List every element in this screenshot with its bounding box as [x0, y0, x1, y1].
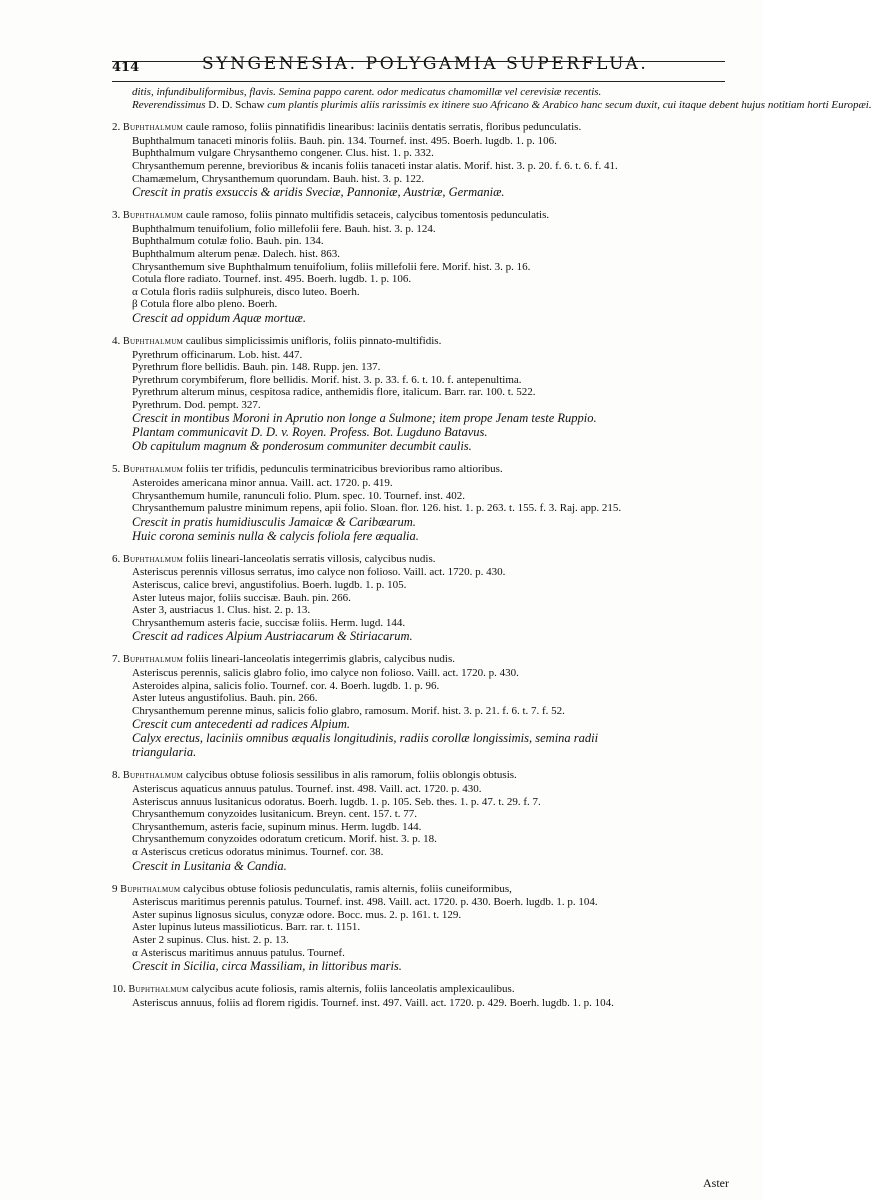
synonym-line: Buphthalmum tenuifolium, folio millefolii fere. Bauh. hist. 3. p. 124.	[132, 222, 436, 235]
header-rule-bottom	[112, 81, 725, 82]
synonym-line: Pyrethrum corymbiferum, flore bellidis. Morif. hist. 3. p. 33. f. 6. t. 10. f. antepenultima.	[132, 373, 522, 386]
species-entry	[112, 335, 724, 454]
entry-number: 9	[112, 882, 121, 895]
synonym-line: Asteroides americana minor annua. Vaill. act. 1720. p. 419.	[132, 477, 393, 490]
entry-number: 7.	[112, 653, 123, 666]
entry-number: 5.	[112, 463, 123, 476]
synonym-line: α Cotula floris radiis sulphureis, disco luteo. Boerh.	[132, 285, 360, 298]
habitat-line: Crescit in pratis humidiusculis Jamaicæ & Caribæarum.	[132, 514, 416, 529]
species-entry	[112, 209, 724, 325]
entry-diagnosis	[112, 653, 724, 667]
synonym-line: Chrysanthemum conyzoides odoratum creticum. Morif. hist. 3. p. 18.	[132, 833, 437, 846]
entry-diagnosis-text: foliis lineari-lanceolatis serratis villosis, calycibus nudis.	[183, 552, 436, 565]
entry-diagnosis-text: foliis lineari-lanceolatis integerrimis glabris, calycibus nudis.	[183, 653, 456, 666]
synonym-line: Chrysanthemum asteris facie, succisæ foliis. Herm. lugd. 144.	[132, 616, 406, 629]
habitat-line: Crescit in montibus Moroni in Aprutio non longe a Sulmone; item prope Jenam teste Ruppio.	[132, 411, 597, 426]
synonym-line: Asteriscus aquaticus annuus patulus. Tournef. inst. 498. Vaill. act. 1720. p. 430.	[132, 782, 482, 795]
synonym-line: Asteriscus perennis, salicis glabro folio, imo calyce non folioso. Vaill. act. 1720. p. 430.	[132, 667, 519, 679]
synonym-line: Pyrethrum flore bellidis. Bauh. pin. 148. Rupp. jen. 137.	[132, 361, 381, 374]
synonym-line: Asteriscus annuus lusitanicus odoratus. Boerh. lugdb. 1. p. 105. Seb. thes. 1. p. 47. t. 29. f. 7.	[132, 795, 541, 808]
entry-genus: Buphthalmum	[123, 654, 184, 666]
entry-genus: Buphthalmum	[123, 464, 184, 476]
synonym-line: Chrysanthemum sive Buphthalmum tenuifolium, foliis millefolii fere. Morif. hist. 3. p. 16.	[132, 260, 531, 273]
entry-genus: Buphthalmum	[123, 770, 184, 782]
synonym-line: Pyrethrum officinarum. Lob. hist. 447.	[132, 348, 303, 361]
synonym-line: Aster lupinus luteus massilioticus. Barr. rar. t. 1151.	[132, 921, 361, 934]
entry-genus: Buphthalmum	[123, 122, 184, 134]
synonym-line: Aster 3, austriacus 1. Clus. hist. 2. p. 13.	[132, 604, 311, 617]
entry-diagnosis	[112, 769, 724, 783]
species-entries	[112, 121, 724, 1009]
page-number: 414	[112, 60, 140, 75]
habitat-line: Plantam communicavit D. D. v. Royen. Profess. Bot. Lugduno Batavus.	[132, 425, 488, 440]
habitat-line: Crescit ad radices Alpium Austriacarum & Stiriacarum.	[132, 629, 413, 644]
synonym-line: Buphthalmum vulgare Chrysanthemo congener. Clus. hist. 1. p. 332.	[132, 147, 434, 160]
synonym-line: Chamæmelum, Chrysanthemum quorundam. Bauh. hist. 3. p. 122.	[132, 172, 425, 185]
species-entry	[112, 983, 724, 1009]
entry-genus: Buphthalmum	[123, 335, 184, 347]
entry-diagnosis	[112, 209, 724, 223]
entry-diagnosis	[112, 121, 724, 135]
species-entry	[112, 769, 724, 872]
intro-line: ditis, infundibuliformibus, flavis. Semina pappo carent. odor medicatus chamomillæ vel cerevisiæ recentis.	[132, 86, 602, 98]
entry-diagnosis	[112, 983, 724, 997]
entry-diagnosis-text: caule ramoso, foliis pinnato multifidis setaceis, calycibus tomentosis pedunculatis.	[183, 209, 550, 222]
entry-number: 3.	[112, 209, 123, 222]
synonym-line: Asteriscus annuus, foliis ad florem rigidis. Tournef. inst. 497. Vaill. act. 1720. p. 429. Boerh. lugdb. 1. p. 104.	[132, 996, 614, 1009]
habitat-line: Crescit in Lusitania & Candia.	[132, 858, 287, 873]
page-body	[112, 86, 872, 1009]
synonym-line: Buphthalmum tanaceti minoris foliis. Bauh. pin. 134. Tournef. inst. 495. Boerh. lugdb. 1. p. 106.	[132, 134, 557, 147]
synonym-line: Aster 2 supinus. Clus. hist. 2. p. 13.	[132, 933, 289, 946]
synonym-line: Chrysanthemum palustre minimum repens, apii folio. Sloan. flor. 126. hist. 1. p. 263. t. 155. f. 3. Raj. app. 215.	[132, 502, 622, 515]
synonym-line: Chrysanthemum perenne minus, salicis folio glabro, ramosum. Morif. hist. 3. p. 21. f. 6. t. 7. f. 52.	[132, 704, 565, 717]
habitat-line: Huic corona seminis nulla & calycis foliola fere æqualia.	[132, 528, 419, 543]
synonym-line: Chrysanthemum humile, ranunculi folio. Plum. spec. 10. Tournef. inst. 402.	[132, 489, 465, 502]
synonym-line: Buphthalmum alterum penæ. Dalech. hist. 863.	[132, 247, 341, 260]
entry-diagnosis	[112, 335, 724, 349]
entry-diagnosis	[112, 883, 724, 897]
synonym-line: Cotula flore radiato. Tournef. inst. 495. Boerh. lugdb. 1. p. 106.	[132, 273, 412, 286]
entry-diagnosis-text: calycibus obtuse foliosis pedunculatis, ramis alternis, foliis cuneiformibus,	[180, 882, 512, 895]
synonym-line: α Asteriscus maritimus annuus patulus. Tournef.	[132, 946, 345, 959]
synonym-line: Aster luteus major, foliis succisæ. Bauh. pin. 266.	[132, 591, 351, 604]
entry-number: 10.	[112, 983, 129, 996]
species-entry	[112, 553, 724, 644]
entry-number: 8.	[112, 769, 123, 782]
entry-genus: Buphthalmum	[123, 210, 184, 222]
synonym-line: Chrysanthemum conyzoides lusitanicum. Breyn. cent. 157. t. 77.	[132, 808, 418, 821]
habitat-line: Crescit ad oppidum Aquæ mortuæ.	[132, 310, 306, 325]
synonym-line: α Asteriscus creticus odoratus minimus. Tournef. cor. 38.	[132, 845, 384, 858]
entry-diagnosis	[112, 553, 724, 567]
entry-diagnosis	[112, 463, 724, 477]
synonym-line: Asteroides alpina, salicis folio. Tournef. cor. 4. Boerh. lugdb. 1. p. 96.	[132, 679, 440, 692]
synonym-line: Asteriscus perennis villosus serratus, imo calyce non folioso. Vaill. act. 1720. p. 430.	[132, 566, 506, 579]
species-entry	[112, 653, 724, 759]
habitat-line: Crescit in pratis exsuccis & aridis Sveciæ, Pannoniæ, Austriæ, Germaniæ.	[132, 185, 505, 200]
synonym-line: β Cotula flore albo pleno. Boerh.	[132, 298, 278, 311]
habitat-line: Ob capitulum magnum & ponderosum communiter decumbit caulis.	[132, 439, 472, 454]
entry-number: 4.	[112, 334, 123, 347]
entry-diagnosis-text: calycibus acute foliosis, ramis alternis, foliis lanceolatis amplexicaulibus.	[188, 983, 515, 996]
synonym-line: Pyrethrum alterum minus, cespitosa radice, anthemidis flore, italicum. Barr. rar. 100. t. 522.	[132, 386, 536, 399]
synonym-line: Aster luteus angustifolius. Bauh. pin. 266.	[132, 692, 318, 705]
habitat-line: triangularia.	[132, 745, 197, 760]
catchword: Aster	[703, 1176, 729, 1190]
entry-diagnosis-text: caulibus simplicissimis unifloris, foliis pinnato-multifidis.	[183, 334, 442, 347]
species-entry	[112, 883, 724, 974]
entry-genus: Buphthalmum	[123, 553, 184, 565]
entry-diagnosis-text: calycibus obtuse foliosis sessilibus in alis ramorum, foliis oblongis obtusis.	[183, 769, 517, 782]
species-entry	[112, 463, 724, 542]
intro-credit-name: D. D. Schaw	[208, 98, 265, 111]
synonym-line: Pyrethrum. Dod. pempt. 327.	[132, 398, 261, 411]
entry-diagnosis-text: foliis ter trifidis, pedunculis terminatricibus brevioribus ramo altioribus.	[183, 463, 503, 476]
synonym-line: Aster supinus lignosus siculus, conyzæ odore. Bocc. mus. 2. p. 161. t. 129.	[132, 908, 462, 921]
header-rule-top	[112, 61, 725, 62]
habitat-line: Crescit in Sicilia, circa Massiliam, in littoribus maris.	[132, 959, 402, 974]
synonym-line: Buphthalmum cotulæ folio. Bauh. pin. 134.	[132, 235, 324, 248]
entry-diagnosis-text: caule ramoso, foliis pinnatifidis linearibus: laciniis dentatis serratis, floribus pedunculatis.	[183, 121, 582, 134]
running-title: SYNGENESIA. POLYGAMIA SUPERFLUA.	[202, 54, 649, 74]
synonym-line: Chrysanthemum, asteris facie, supinum minus. Herm. lugdb. 144.	[132, 820, 422, 833]
entry-number: 6.	[112, 552, 123, 565]
species-entry	[112, 121, 724, 199]
entry-number: 2.	[112, 121, 123, 134]
page-header	[112, 50, 729, 76]
habitat-line: Calyx erectus, laciniis omnibus æqualis longitudinis, radiis corollæ longissimis, semina radii	[132, 731, 599, 746]
synonym-line: Asteriscus, calice brevi, angustifolius. Boerh. lugdb. 1. p. 105.	[132, 579, 407, 592]
synonym-line: Asteriscus maritimus perennis patulus. Tournef. inst. 498. Vaill. act. 1720. p. 430. Boerh. lugdb. 1. p. 104.	[132, 896, 598, 909]
intro-credit-a: Reverendissimus	[132, 98, 209, 111]
entry-genus: Buphthalmum	[120, 883, 181, 895]
intro-credit-c: cum plantis plurimis aliis rarissimis ex itinere suo Africano & Arabico hanc secum duxit, cui itaque debent hujus notitiam horti Europæi.	[264, 98, 872, 111]
synonym-line: Chrysanthemum perenne, brevioribus & incanis foliis tanaceti instar alatis. Morif. hist. 3. p. 20. f. 6. t. 6. f. 41.	[132, 159, 618, 172]
habitat-line: Crescit cum antecedenti ad radices Alpium.	[132, 717, 351, 732]
intro-credit	[112, 98, 872, 112]
entry-genus: Buphthalmum	[128, 984, 189, 996]
